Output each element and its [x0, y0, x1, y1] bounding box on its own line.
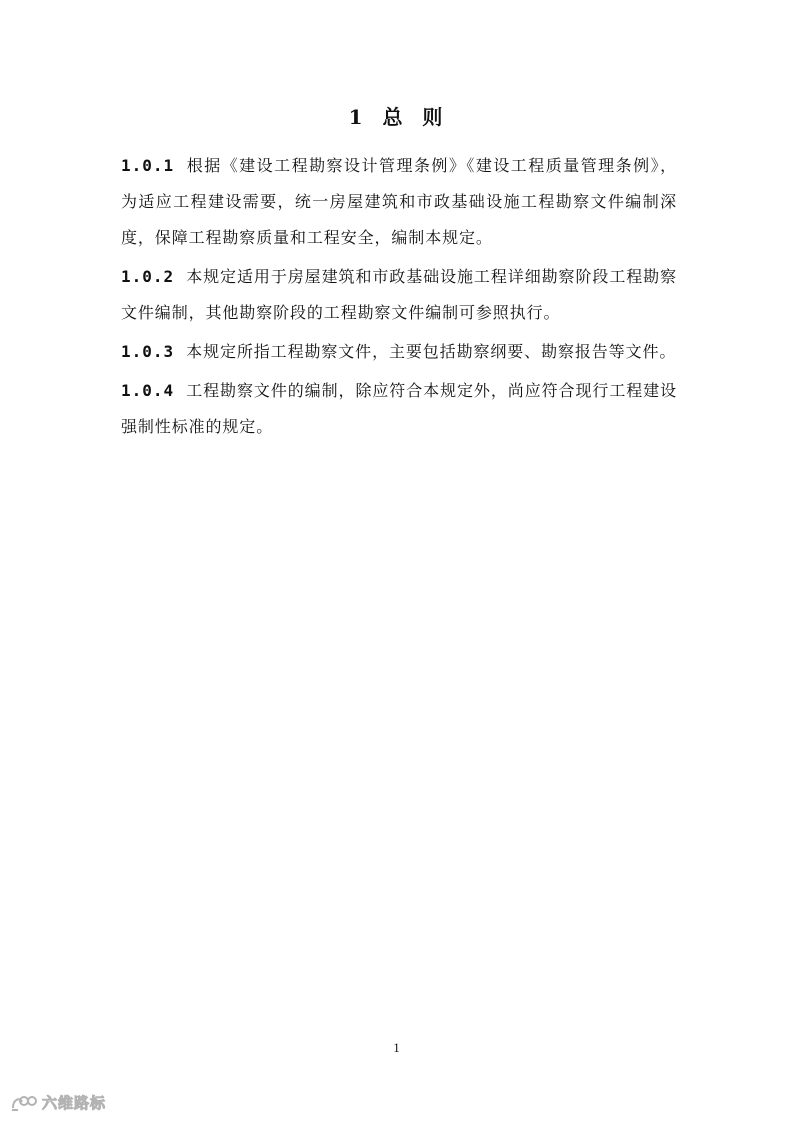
clause-1-0-2 — [121, 259, 677, 331]
clause-number: 1.0.1 — [121, 156, 175, 175]
clause-number: 1.0.3 — [121, 342, 175, 361]
watermark — [10, 1092, 106, 1113]
clause-1-0-3 — [121, 334, 677, 370]
clause-1-0-4 — [121, 373, 677, 445]
clause-1-0-1 — [121, 148, 677, 256]
chapter-title: 1 总 则 — [348, 105, 445, 129]
clause-text: 工程勘察文件的编制，除应符合本规定外，尚应符合现行工程建设强制性标准的规定。 — [121, 381, 677, 436]
clause-number: 1.0.2 — [121, 267, 175, 286]
page-number: 1 — [393, 1040, 400, 1055]
clause-text: 根据《建设工程勘察设计管理条例》《建设工程质量管理条例》，为适应工程建设需要，统一房屋建筑和市政基础设施工程勘察文件编制深度，保障工程勘察质量和工程安全，编制本规定。 — [121, 156, 677, 247]
clause-text: 本规定所指工程勘察文件，主要包括勘察纲要、勘察报告等文件。 — [186, 342, 677, 361]
watermark-logo-icon — [10, 1093, 38, 1113]
clause-text: 本规定适用于房屋建筑和市政基础设施工程详细勘察阶段工程勘察文件编制，其他勘察阶段的工程勘察文件编制可参照执行。 — [121, 267, 677, 322]
watermark-text: 六维路标 — [42, 1094, 107, 1112]
clause-number: 1.0.4 — [121, 381, 175, 400]
clause-list — [121, 148, 677, 448]
